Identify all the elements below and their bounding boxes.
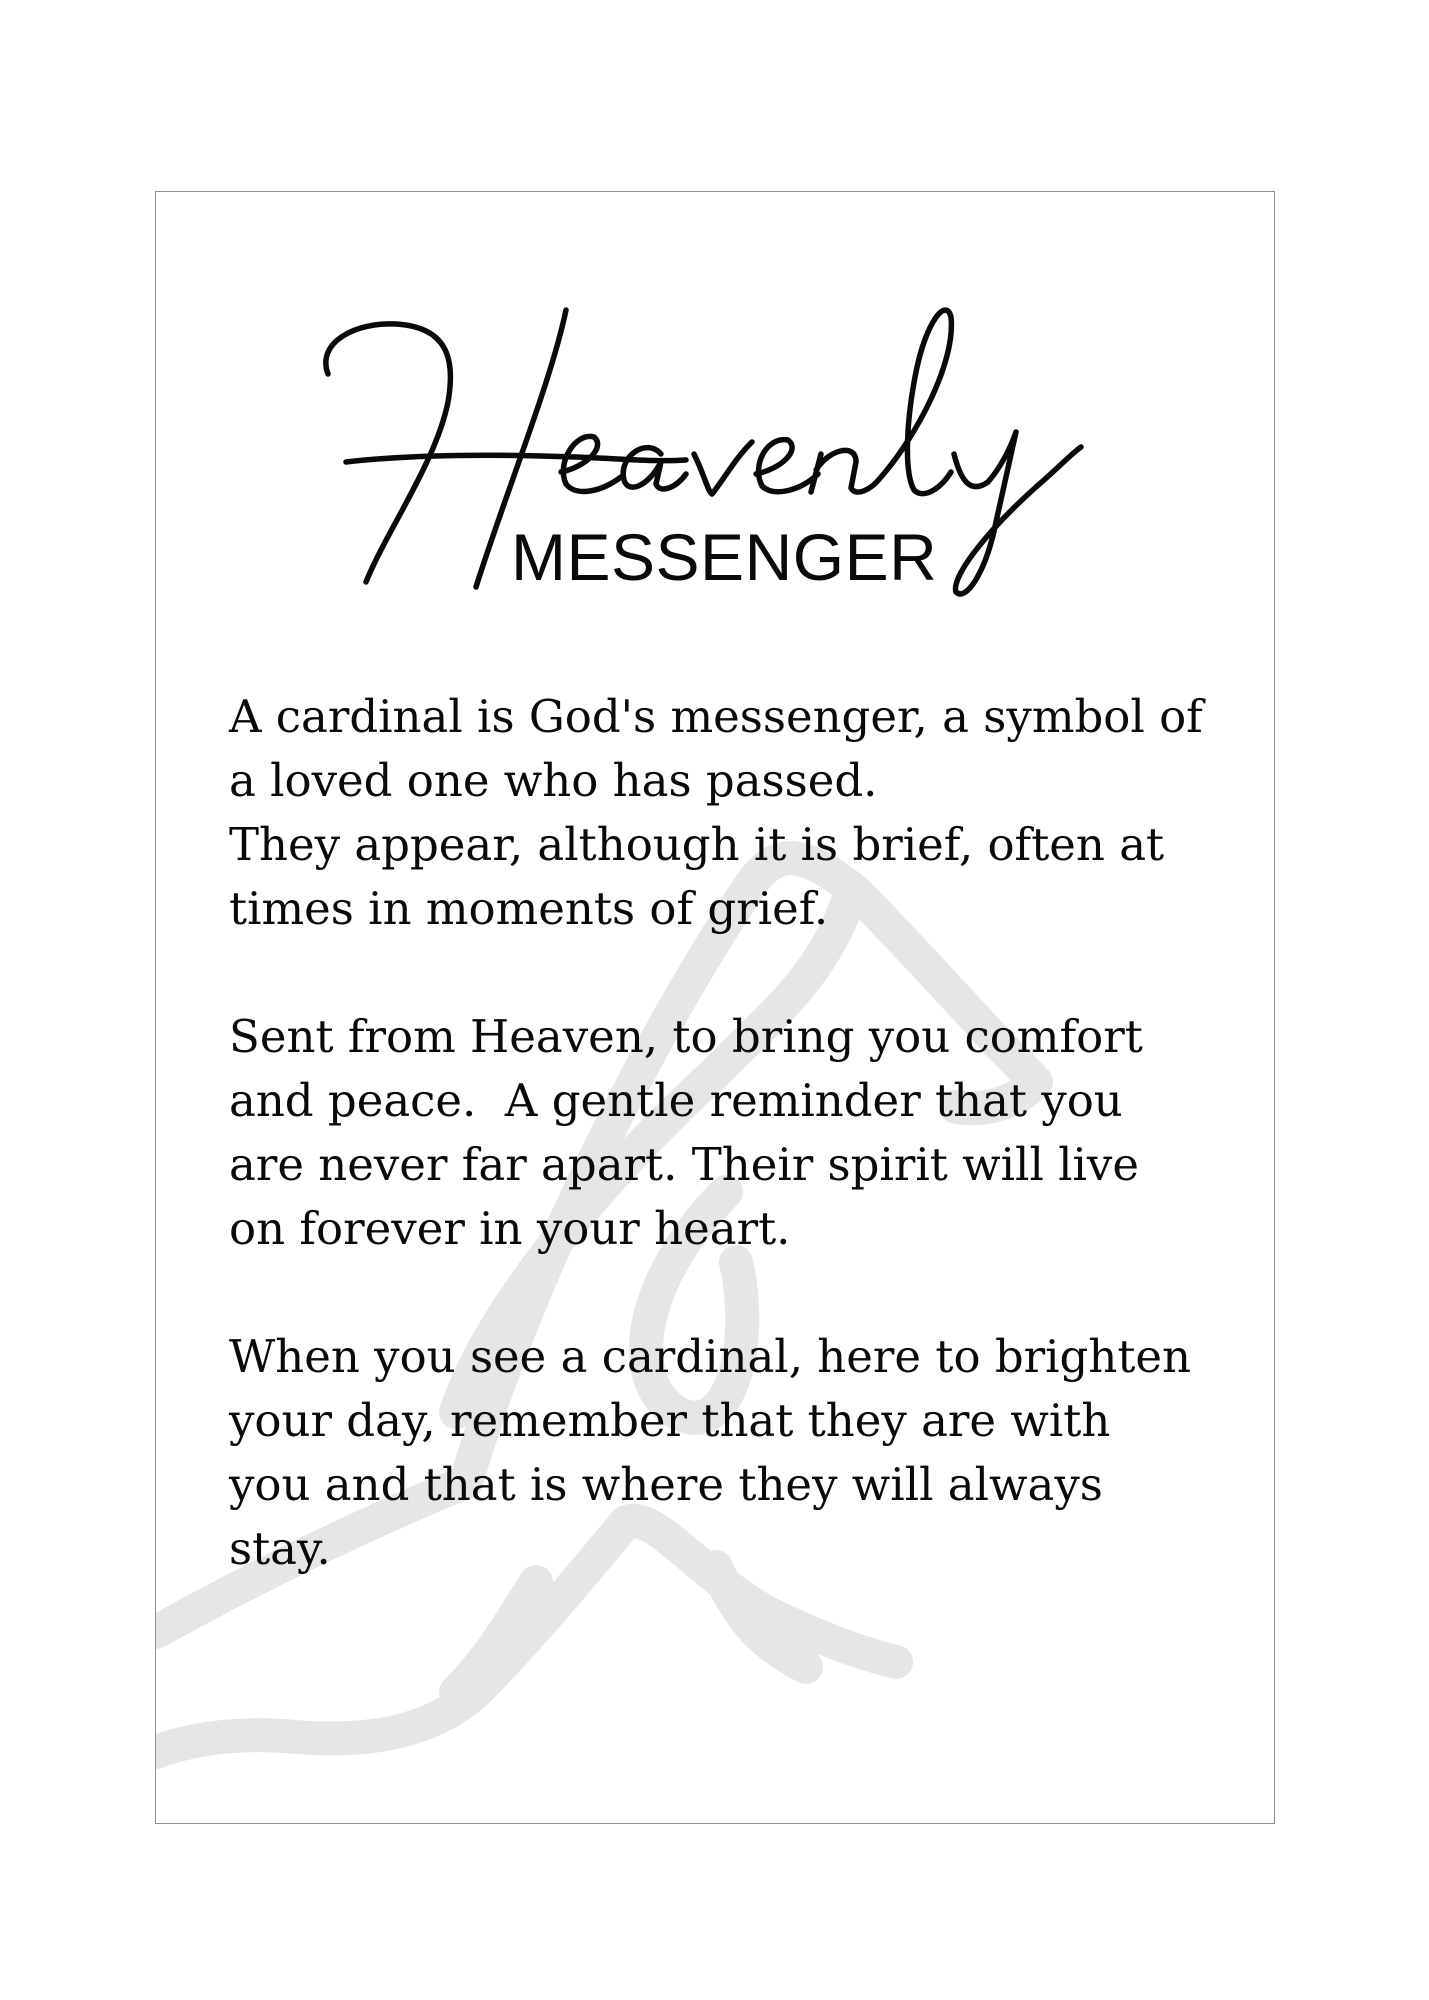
poem-line: stay.	[229, 1522, 331, 1575]
stanza-3	[229, 1325, 1239, 1581]
poem-line: you and that is where they will always	[229, 1458, 1103, 1511]
stanza-1	[229, 685, 1239, 941]
poem-body	[229, 685, 1239, 1645]
poem-line: A cardinal is God's messenger, a symbol of	[229, 690, 1203, 743]
poem-line: Sent from Heaven, to bring you comfort	[229, 1010, 1143, 1063]
poem-line: your day, remember that they are with	[229, 1394, 1111, 1447]
title-block	[156, 192, 1275, 612]
poem-line: and peace. A gentle reminder that you	[229, 1074, 1123, 1127]
subtitle: MESSENGER	[511, 520, 938, 594]
poem-line: times in moments of grief.	[229, 882, 829, 935]
poem-line: a loved one who has passed.	[229, 754, 878, 807]
stanza-2	[229, 1005, 1239, 1261]
poem-line: on forever in your heart.	[229, 1202, 791, 1255]
poem-line: are never far apart. Their spirit will live	[229, 1138, 1139, 1191]
poem-card	[155, 191, 1275, 1824]
poem-line: They appear, although it is brief, often at	[229, 818, 1165, 871]
poem-line: When you see a cardinal, here to brighten	[229, 1330, 1192, 1383]
